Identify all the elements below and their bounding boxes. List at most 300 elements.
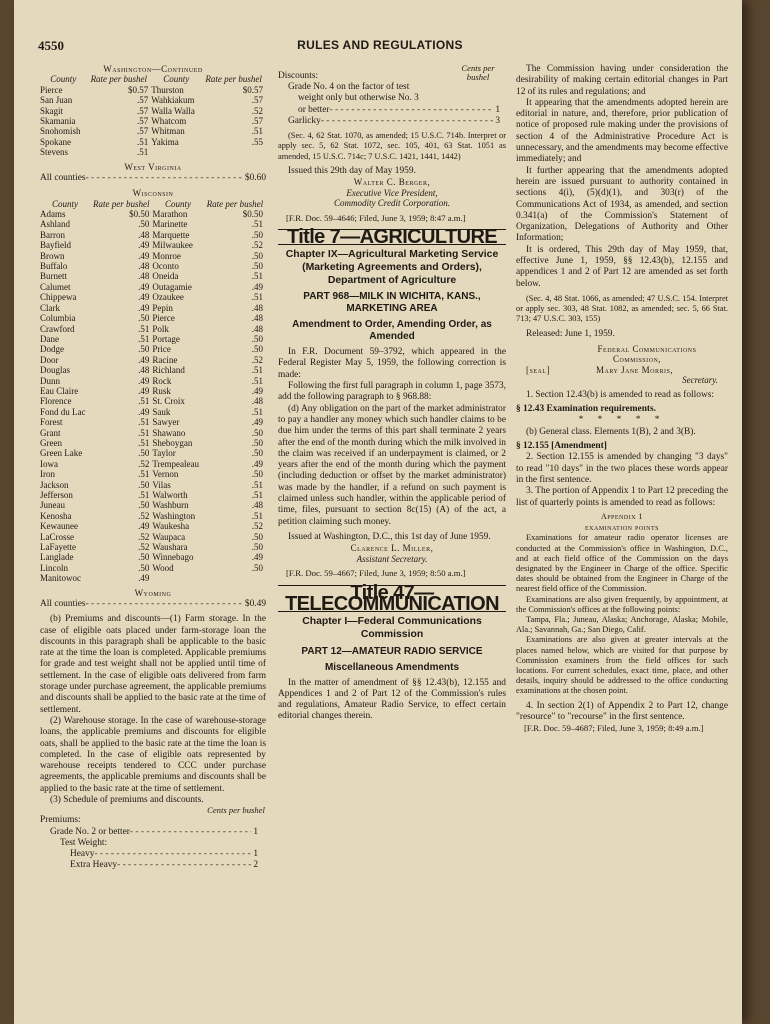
table-row (40, 271, 266, 281)
rate-value: .51 (251, 126, 263, 137)
county-name: Marathon (152, 209, 188, 220)
rate-value: .50 (251, 333, 263, 344)
county-name: Vilas (152, 479, 171, 490)
para-examinations: Examinations for amateur radio operator licenses are conducted at the Commission's office in Washington, D.C., and at each field office of the Commission on the days designated by the Engineer in Charge of the office. Specific dates should be obtained from the Engineer in Charge of the nearest field office of the Commission. (516, 533, 728, 594)
rate-value: .51 (251, 510, 263, 521)
table-row (40, 219, 266, 229)
rate-value: .50 (138, 448, 150, 459)
col-header-county: County (50, 74, 77, 85)
county-name: Taylor (152, 448, 176, 459)
rate-value: .49 (251, 552, 263, 563)
rate-value: .48 (251, 323, 263, 334)
rate-value: .50 (138, 500, 150, 511)
county-name: Bayfield (40, 240, 71, 251)
col-header-county: County (163, 74, 190, 85)
examination-points-heading: examination points (585, 523, 659, 533)
rate-value: .49 (251, 458, 263, 469)
county-name: Vernon (152, 469, 179, 480)
county-name: Juneau (40, 500, 65, 511)
table-row (40, 532, 266, 542)
county-name: Eau Claire (40, 385, 79, 396)
county-name: Walworth (152, 490, 188, 500)
table-row (40, 552, 266, 562)
county-name: Waupaca (152, 531, 186, 542)
wv-all-counties: All counties - - - $0.60 (40, 173, 266, 184)
rate-value: .49 (138, 250, 150, 261)
county-name: Douglas (40, 365, 70, 376)
county-name: Crawford (40, 323, 75, 334)
county-name: Shawano (152, 427, 186, 438)
table-row (40, 407, 266, 417)
item-4: 4. In section 2(1) of Appendix 2 to Part 12, change "resource" to "recourse" in the first sentence. (516, 700, 728, 722)
county-name: Rusk (152, 385, 171, 396)
washington-rate-table (40, 75, 266, 157)
col-header-rate: Rate per bushel (205, 74, 262, 85)
county-name: Washington (152, 510, 196, 521)
table-row (40, 116, 266, 126)
rate-value: .51 (138, 396, 150, 407)
rate-value: .51 (251, 271, 263, 282)
para-appearing: It appearing that the amendments adopted herein are editorial in nature, and, therefore, prior publication of notice of proposed rule making under the provisions of section 4 of the Administrative Procedure Act is unnecessary, and the amendments may become effective immediately; and (516, 97, 728, 165)
grade4-line2: weight only but otherwise No. 3 (298, 93, 419, 104)
table-row (40, 365, 266, 375)
rate-value (204, 573, 266, 583)
section-12-155-heading: § 12.155 [Amendment] (516, 441, 607, 452)
county-name: Langlade (40, 552, 74, 563)
rate-value: .50 (251, 427, 263, 438)
county-name: St. Croix (152, 396, 185, 407)
county-name: Spokane (40, 136, 71, 147)
rate-value: .52 (138, 510, 150, 521)
col-header-rate: Rate per bushel (206, 198, 264, 209)
rate-value: .51 (251, 365, 263, 376)
county-name: Brown (40, 250, 65, 261)
table-row (40, 334, 266, 344)
rate-value: .50 (251, 437, 263, 448)
para-schedule: (3) Schedule of premiums and discounts. (50, 795, 204, 805)
cents-header: Cents per bushel (461, 63, 495, 82)
rate-value: .57 (136, 105, 149, 116)
rate-value: .51 (136, 136, 149, 147)
county-name: Whitman (151, 126, 185, 137)
county-name: Waukesha (152, 521, 190, 532)
county-name: LaCrosse (40, 531, 74, 542)
para-commission: The Commission having under consideration the desirability of making certain editorial changes in Part 12 of its rules and regulations; and (516, 64, 728, 97)
table-row (40, 490, 266, 500)
chapter-ix-heading: Chapter IX—Agricultural Marketing Service (Marketing Agreements and Orders), Department of Agriculture (285, 249, 499, 286)
discounts-label: Discounts: (278, 70, 319, 81)
county-name: Racine (152, 354, 178, 365)
col-header-rate: Rate per bushel (92, 198, 150, 209)
column-1 (40, 64, 266, 872)
county-name: Snohomish (40, 126, 81, 137)
rate-value: .52 (251, 105, 263, 116)
table-row (40, 230, 266, 240)
table-row (40, 126, 266, 136)
county-name: Rock (152, 375, 172, 386)
county-name: Iowa (40, 458, 58, 469)
county-name: Skamania (40, 116, 76, 127)
county-name: Outagamie (152, 281, 192, 292)
table-row (40, 355, 266, 365)
para-premiums-discounts: (b) Premiums and discounts—(1) Farm storage. In the case of eligible oats placed under farm-storage loan the discounts in this paragraph shall be applicable to the basic rate at the time the loan is completed. Applicable premiums for grade and test weight shall not be applied until time of settlement. In the case of eligible oats delivered from farm storage under purchase agreement, the applicable premiums and discounts shall be applied to the basic rate at the time of settlement. (40, 614, 266, 715)
column-3 (516, 64, 728, 734)
table-row (40, 563, 266, 573)
county-name: Forest (40, 417, 63, 428)
county-name: Wood (152, 562, 174, 573)
rate-value: .57 (251, 116, 263, 127)
rate-value: .51 (138, 427, 150, 438)
para-fr-document: In F.R. Document 59–3792, which appeared in the Federal Register May 5, 1959, the following correction is made: (278, 347, 506, 380)
rate-value: .51 (251, 479, 263, 490)
table-row (40, 573, 266, 583)
rate-value: .50 (251, 229, 263, 240)
county-name: Door (40, 354, 59, 365)
county-name: Washburn (152, 500, 189, 511)
table-row (40, 282, 266, 292)
running-head: RULES AND REGULATIONS (297, 38, 463, 52)
rate-value: .48 (138, 261, 150, 272)
signer-2-title: Assistant Secretary. (356, 553, 428, 564)
county-name: Jackson (40, 479, 69, 490)
county-name: Oneida (152, 271, 179, 282)
table-row (40, 106, 266, 116)
county-name: Pepin (152, 302, 173, 313)
title-47-heading: Title 47—TELECOMMUNICATION (278, 585, 506, 613)
rate-value: .55 (251, 136, 263, 147)
amendment-heading: Amendment to Order, Amending Order, as Amended (292, 319, 492, 343)
fr-doc-3: [F.R. Doc. 59–4687; Filed, June 3, 1959; 8:49 a.m.] (524, 723, 704, 734)
county-name: San Juan (40, 95, 73, 106)
premiums-label: Premiums: (40, 815, 81, 826)
table-row (40, 521, 266, 531)
item-2: 2. Section 12.155 is amended by changing "3 days" to read "10 days" in the two places these words appear in the first sentence. (516, 452, 728, 485)
county-name: Waushara (152, 542, 188, 553)
rate-value: .50 (138, 552, 150, 563)
rate-value: .50 (138, 479, 150, 490)
rate-value: .48 (251, 396, 263, 407)
table-row (40, 324, 266, 334)
title-7-heading: Title 7—AGRICULTURE (278, 229, 506, 245)
rate-value: .50 (251, 562, 263, 573)
seal-mark: [seal] (526, 364, 550, 375)
county-name: Fond du Lac (40, 406, 86, 417)
county-name: Dunn (40, 375, 60, 386)
table-row (40, 386, 266, 396)
county-name (152, 573, 203, 583)
para-obligation: (d) Any obligation on the part of the market administrator to pay a handler any money which such handler claims to be due him under the terms of this part shall terminate 2 years after the end of the month during which the milk involved in the claim was received if an underpayment is claimed, or 2 years after the end of the month during which the payment (including deduction or offset by the market administrator) was made by the handler, if a refund on such payment is claimed unless such handler, within the applicable period of time, files, pursuant to section 8c(15) (A) of the act, a petition claiming such money. (278, 403, 506, 527)
county-name: Stevens (40, 147, 68, 158)
signer-title: Executive Vice President, (346, 187, 438, 198)
wyo-all-counties: All counties - - - $0.49 (40, 599, 266, 610)
para-warehouse-storage: (2) Warehouse storage. In the case of warehouse-storage loans, the applicable premiums and discounts for eligible oats, shall be applied to the basic rate at the time the loan is completed. In the case of eligible oats represented by warehouse receipts tendered to CCC under purchase agreements, the applicable premiums and discounts shall be applied to the basic rate at the time of settlement. (40, 715, 266, 794)
county-name: Polk (152, 323, 169, 334)
rate-value: .50 (138, 313, 150, 324)
county-name: Iron (40, 469, 55, 480)
exam-points-list: Tampa, Fla.; Juneau, Alaska; Anchorage, Alaska; Mobile, Ala.; Savannah, Ga.; San Diego, Calif. (516, 615, 728, 635)
table-row (40, 438, 266, 448)
county-name: Grant (40, 427, 61, 438)
table-row (40, 240, 266, 250)
statutory-citation: (Sec. 4, 48 Stat. 1066, as amended; 47 U.S.C. 154. Interpret or apply sec. 303, 48 Stat. 1082, as amended; sec. 5, 66 Stat. 713; 47 U.S.C. 303, 155) (516, 293, 728, 324)
rate-value: .50 (138, 562, 150, 573)
county-name: Chippewa (40, 292, 77, 303)
county-name: Sawyer (152, 417, 180, 428)
rate-value: .50 (251, 250, 263, 261)
table-row (40, 137, 266, 147)
wisconsin-heading: Wisconsin (132, 188, 174, 199)
county-name: Skagit (40, 105, 64, 116)
col-header-county: County (165, 198, 192, 209)
county-name: Oconto (152, 261, 179, 272)
signer-org-line1: Federal Communications (597, 343, 697, 354)
rate-value: .49 (138, 354, 150, 365)
grade4-line1: Grade No. 4 on the factor of test (288, 82, 410, 92)
rate-value: .51 (138, 437, 150, 448)
rate-value: $0.50 (242, 209, 263, 220)
para-ordered: It is ordered, This 29th day of May 1959, that, effective June 1, 1959, §§ 12.43(b), 12.155 and appendices 1 and 2 of Part 12 are amended as set forth below. (516, 244, 728, 289)
rate-value: .48 (138, 229, 150, 240)
para-intervals: Examinations are also given at greater intervals at the places named below, which are visited for that purpose by Commission examiners from the field offices for such locations. For current schedules, exact time, place, and other details, inquiry should be addressed to the office conducting examinations at the chosen point. (516, 635, 728, 696)
rate-value: .51 (138, 490, 150, 500)
rate-value: .52 (251, 354, 263, 365)
heavy-row: Heavy - - - 1 (40, 849, 266, 860)
county-name: Dane (40, 333, 59, 344)
rate-value: .48 (138, 271, 150, 282)
county-name: Whatcom (151, 116, 187, 127)
table-row (40, 417, 266, 427)
para-matter: In the matter of amendment of §§ 12.43(b), 12.155 and Appendices 1 and 2 of Part 12 of the Commission's rules and regulations, Amateur Radio Service, to effect certain editorial changes therein. (278, 677, 506, 722)
rate-value: .52 (138, 531, 150, 542)
county-name: Milwaukee (152, 240, 193, 251)
west-virginia-heading: West Virginia (124, 161, 182, 172)
rate-value: .57 (136, 116, 149, 127)
county-name: Monroe (152, 250, 181, 261)
county-name: Green (40, 437, 62, 448)
table-row (40, 313, 266, 323)
rate-value: .52 (138, 542, 150, 553)
para-general-class: (b) General class. Elements 1(B), 2 and 3(B). (526, 426, 696, 437)
rate-value: .51 (138, 333, 150, 344)
washington-heading: Washington—Continued (103, 64, 203, 74)
county-name: Pierce (40, 84, 63, 95)
rate-value: .51 (251, 406, 263, 417)
county-name: Pierce (152, 313, 175, 324)
rate-value: .51 (251, 292, 263, 303)
rate-value: .57 (251, 95, 263, 106)
appendix-1-heading: Appendix 1 (600, 511, 644, 521)
county-name: Winnebago (152, 552, 194, 563)
county-name: Dodge (40, 344, 64, 355)
rate-value: .52 (138, 458, 150, 469)
table-row (40, 209, 266, 219)
county-name: LaFayette (40, 542, 76, 553)
section-12-43-heading: § 12.43 Examination requirements. (516, 404, 657, 415)
rate-value (201, 147, 266, 157)
table-row (40, 376, 266, 386)
cents-header: Cents per bushel (207, 805, 265, 816)
rate-value: .49 (138, 281, 150, 292)
rate-value: .49 (138, 573, 150, 584)
table-row (40, 292, 266, 302)
county-name: Marinette (152, 219, 188, 230)
table-row (40, 428, 266, 438)
table-row (40, 542, 266, 552)
rate-value: .49 (138, 406, 150, 417)
rate-value: .51 (138, 417, 150, 428)
county-name: Lincoln (40, 562, 68, 573)
rate-value: .51 (251, 490, 263, 500)
table-row (40, 500, 266, 510)
county-name: Sheboygan (152, 437, 193, 448)
signer-name: Mary Jane Morris, (596, 364, 674, 375)
item-3: 3. The portion of Appendix 1 to Part 12 preceding the list of quarterly points is amended to read as follows: (516, 486, 728, 508)
grade2-row: Grade No. 2 or better - - - 1 (40, 827, 266, 838)
item-1: 1. Section 12.43(b) is amended to read as follows: (526, 389, 714, 400)
misc-amendments-heading: Miscellaneous Amendments (324, 661, 460, 673)
county-name: Wahkiakum (151, 95, 195, 106)
part-12-heading: PART 12—AMATEUR RADIO SERVICE (301, 645, 483, 657)
county-name: Thurston (151, 84, 184, 95)
table-row (40, 511, 266, 521)
county-name: Jefferson (40, 490, 73, 500)
county-name: Ozaukee (152, 292, 184, 303)
wyoming-heading: Wyoming (134, 587, 172, 598)
rate-value: .50 (138, 344, 150, 355)
table-row (40, 95, 266, 105)
county-name: Kewaunee (40, 521, 78, 532)
rate-value: .49 (251, 417, 263, 428)
rate-value: $0.57 (242, 84, 263, 95)
table-row (40, 448, 266, 458)
rate-value: .51 (138, 323, 150, 334)
rate-value: .49 (138, 385, 150, 396)
statutory-citation: (Sec. 4, 62 Stat. 1070, as amended; 15 U.S.C. 714b. Interpret or apply sec. 5, 62 Stat. 1072, sec. 105, 401, 63 Stat. 1051 as amended, 15 U.S.C. 714c; 7 U.S.C. 1421, 1441, 1442) (278, 131, 506, 161)
table-row (40, 85, 266, 95)
county-name: Yakima (151, 136, 179, 147)
rate-value: .51 (136, 147, 149, 158)
page-header (38, 38, 722, 54)
table-row (40, 147, 266, 157)
rate-value: .49 (138, 240, 150, 251)
county-name: Manitowoc (40, 573, 81, 584)
garlicky-row: Garlicky - - - 3 (278, 116, 506, 127)
rate-value: .50 (251, 261, 263, 272)
rate-value: .51 (251, 219, 263, 230)
rate-value: .51 (251, 375, 263, 386)
county-name: Burnett (40, 271, 67, 282)
rate-value: .52 (251, 521, 263, 532)
county-name: Adams (40, 209, 66, 220)
rate-value: .49 (251, 281, 263, 292)
released-date: Released: June 1, 1959. (526, 328, 615, 339)
fr-doc-2: [F.R. Doc. 59–4667; Filed, June 3, 1959; 8:50 a.m.] (286, 568, 466, 579)
signer-2-name: Clarence L. Miller, (350, 543, 434, 554)
rate-value: .48 (251, 313, 263, 324)
county-name: Sauk (152, 406, 171, 417)
wisconsin-rate-table (40, 200, 266, 584)
county-name: Buffalo (40, 261, 68, 272)
rate-value: .48 (251, 302, 263, 313)
county-name: Walla Walla (151, 105, 195, 116)
grade4-row: or better - - - 1 (278, 105, 506, 116)
document-page (14, 0, 742, 1024)
county-name: Barron (40, 229, 65, 240)
col-header-rate: Rate per bushel (90, 74, 148, 85)
part-968-heading: PART 968—MILK IN WICHITA, KANS., MARKETING AREA (303, 291, 481, 315)
rate-value: .49 (138, 521, 150, 532)
rate-value: .57 (136, 126, 149, 137)
rate-value: .49 (251, 385, 263, 396)
rate-value: .49 (138, 292, 150, 303)
table-row (40, 303, 266, 313)
county-name: Marquette (152, 229, 190, 240)
rate-value: .48 (251, 500, 263, 511)
county-name (151, 147, 201, 157)
county-name: Columbia (40, 313, 76, 324)
rate-value: $0.57 (127, 84, 149, 95)
county-name: Calumet (40, 281, 71, 292)
signer-name: Walter C. Berger, (353, 177, 431, 188)
rate-value: .50 (138, 219, 150, 230)
table-row (40, 469, 266, 479)
county-name: Ashland (40, 219, 70, 230)
rate-value: $0.50 (129, 209, 150, 220)
ellipsis-stars: * * * * * (578, 415, 666, 426)
rate-value: .50 (251, 542, 263, 553)
fr-doc-1: [F.R. Doc. 59–4646; Filed, June 3, 1959; 8:47 a.m.] (286, 212, 466, 223)
table-row (40, 344, 266, 354)
extra-heavy-row: Extra Heavy - - - 2 (40, 860, 266, 871)
rate-value: .57 (136, 95, 149, 106)
county-name: Florence (40, 396, 72, 407)
rate-value: .52 (251, 240, 263, 251)
rate-value: .49 (138, 375, 150, 386)
county-name: Richland (152, 365, 185, 376)
table-row (40, 459, 266, 469)
county-name: Green Lake (40, 448, 83, 459)
test-weight-label: Test Weight: (60, 837, 108, 848)
county-name: Clark (40, 302, 60, 313)
chapter-i-heading: Chapter I—Federal Communications Commission (302, 616, 482, 640)
table-row (40, 261, 266, 271)
para-further: It further appearing that the amendments adopted herein are issued pursuant to authority contained in sections 4(i), (5)(d)(1), and 303(r) of the Communications Act of 1934, as amended, and section 0.341(a) of the Commission's Statement of Organization, Delegations of Authority and Other Information; (516, 165, 728, 244)
rate-value: .48 (138, 365, 150, 376)
page-number: 4550 (38, 38, 64, 53)
rate-value: .50 (251, 469, 263, 480)
issued-washington: Issued at Washington, D.C., this 1st day of June 1959. (288, 531, 491, 542)
rate-value: .50 (251, 344, 263, 355)
column-2 (278, 64, 506, 723)
table-row (40, 480, 266, 490)
county-name: Portage (152, 333, 180, 344)
county-name: Price (152, 344, 171, 355)
signer-org: Commodity Credit Corporation. (334, 198, 450, 209)
table-row (40, 251, 266, 261)
para-following: Following the first full paragraph in column 1, page 3573, add the following paragraph to § 968.88: (278, 381, 506, 403)
col-header-county: County (52, 198, 79, 209)
para-also-given: Examinations are also given frequently, by appointment, at the Commission's offices at the following points: (516, 594, 728, 614)
signer-title: Secretary. (682, 375, 718, 386)
rate-value: .49 (138, 302, 150, 313)
county-name: Trempealeau (152, 458, 199, 469)
county-name: Kenosha (40, 510, 72, 521)
signer-org-line2: Commission, (612, 354, 662, 365)
issued-date: Issued this 29th day of May 1959. (288, 165, 416, 176)
rate-value: .50 (251, 531, 263, 542)
rate-value: .51 (138, 469, 150, 480)
rate-value: .50 (251, 448, 263, 459)
